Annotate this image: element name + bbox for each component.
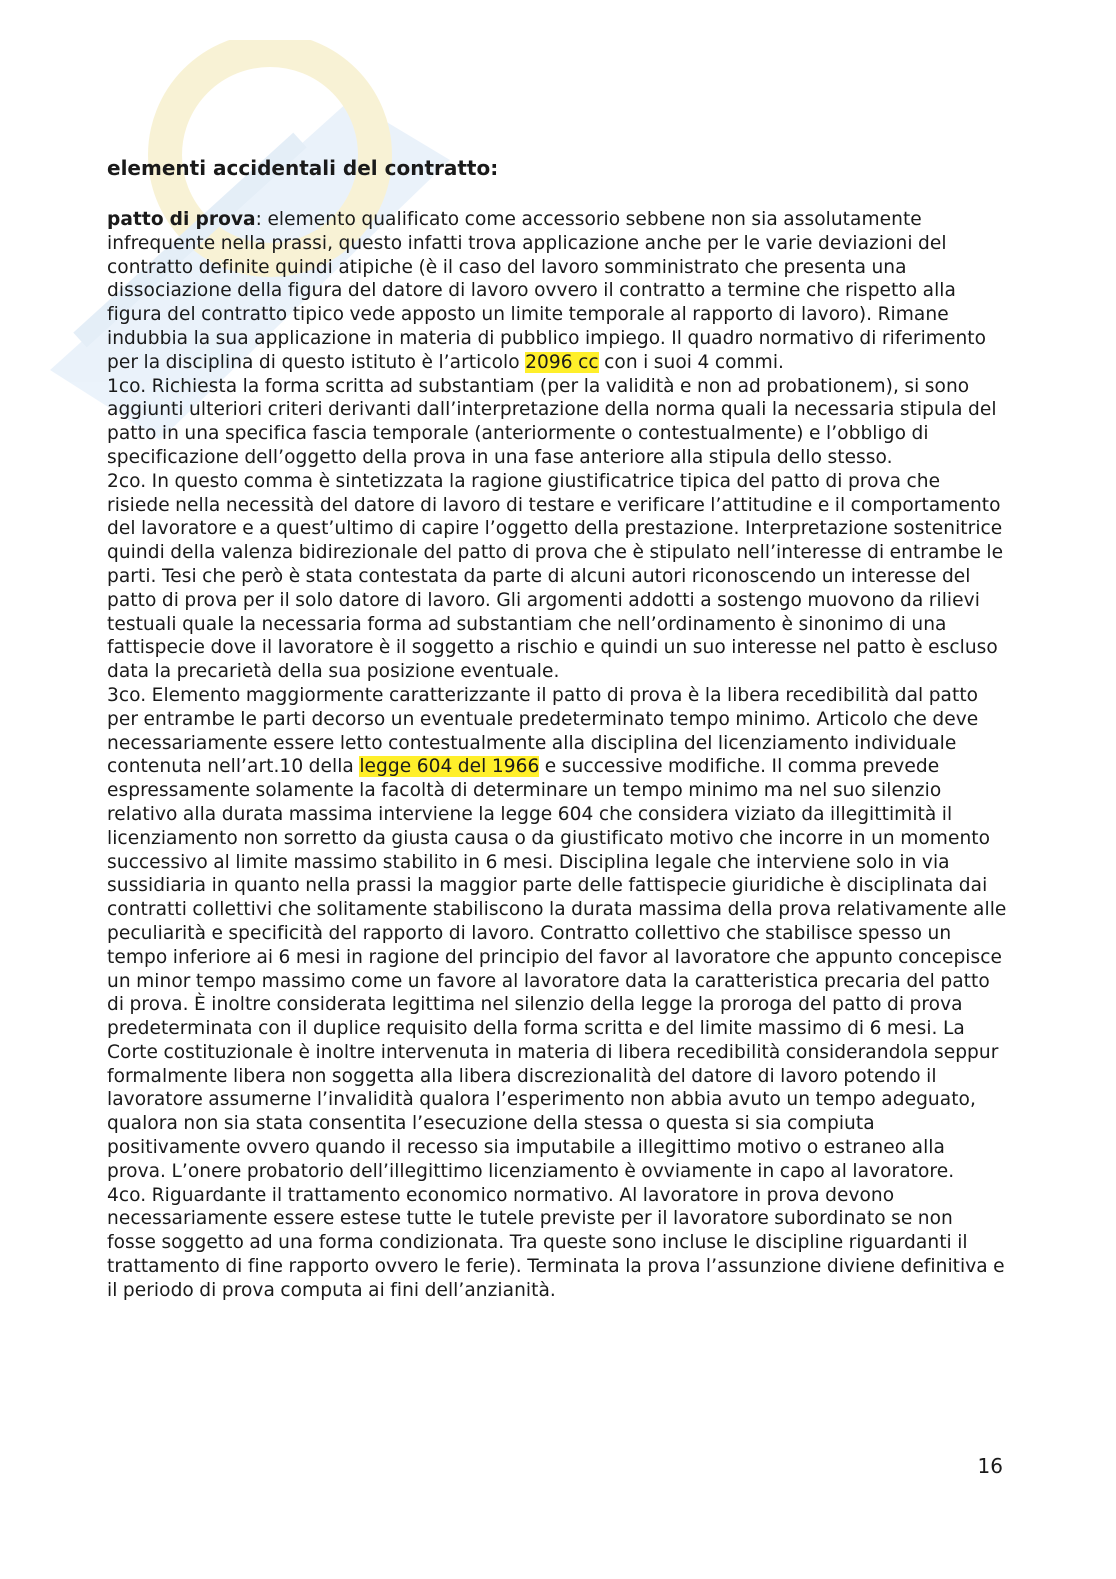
document-page [107,156,1007,1303]
paragraph-text: con i suoi 4 commi. [598,351,785,373]
paragraph-comma-4: 4co. Riguardante il trattamento economico normativo. Al lavoratore in prova devono necessariamente essere estese tutte le tutele previste per il lavoratore subordinato se non fosse soggetto ad una forma condizionata. Tra queste sono incluse le discipline riguardanti il trattamento di fine rapporto ovvero le ferie). Terminata la prova l’assunzione diviene definitiva e il periodo di prova computa ai fini dell’anzianità. [107,1184,1005,1301]
paragraph-comma-2: 2co. In questo comma è sintetizzata la ragione giustificatrice tipica del patto di prova che risiede nella necessità del datore di lavoro di testare e verificare l’attitudine e il comportamento del lavoratore e a quest’ultimo di capire l’oggetto della prestazione. Interpretazione sostenitrice quindi della valenza bidirezionale del patto di prova che è stipulato nell’interesse di entrambe le parti. Tesi che però è stata contestata da parte di alcuni autori riconoscendo un interesse del patto di prova per il solo datore di lavoro. Gli argomenti addotti a sostengo muovono da rilievi testuali quale la necessaria forma ad substantiam che nell’ordinamento è sinonimo di una fattispecie dove il lavoratore è il soggetto a rischio e quindi un suo interesse nel patto è escluso data la precarietà della sua posizione eventuale. [107,470,1004,683]
paragraph-text: e successive modifiche. Il comma prevede espressamente solamente la facoltà di determinare un tempo minimo ma nel suo silenzio relativo alla durata massima interviene la legge 604 che considera viziato da illegittimità il licenziamento non sorretto da giusta causa o da giustificato motivo che incorre in un momento successivo al limite massimo stabilito in 6 mesi. Disciplina legale che interviene solo in via sussidiaria in quanto nella prassi la maggior parte delle fattispecie giuridiche è disciplinata dai contratti collettivi che solitamente stabiliscono la durata massima della prova relativamente alle peculiarità e specificità del rapporto di lavoro. Contratto collettivo che stabilisce spesso un tempo inferiore ai 6 mesi in ragione del principio del favor al lavoratore che appunto concepisce un minor tempo massimo come un favore al lavoratore data la caratteristica precaria del patto di prova. È inoltre considerata legittima nel silenzio della legge la proroga del patto di prova predeterminata con il duplice requisito della forma scritta e del limite massimo di 6 mesi. La Corte costituzionale è inoltre intervenuta in materia di libera recedibilità considerandola seppur formalmente libera non soggetta alla libera discrezionalità del datore di lavoro potendo il lavoratore assumerne l’invalidità qualora l’esperimento non abbia avuto un tempo adeguato, qualora non sia stata consentita l’esecuzione della stessa o questa si sia compiuta positivamente ovvero quando il recesso sia imputabile a illegittimo motivo o estraneo alla prova. L’onere probatorio dell’illegittimo licenziamento è ovviamente in capo al lavoratore. [107,756,1007,1182]
paragraph-comma-3 [107,684,1007,1184]
paragraph-text: 3co. Elemento maggiormente caratterizzante il patto di prova è la libera recedibilità dal patto per entrambe le parti decorso un eventuale predeterminato tempo minimo. Articolo che deve necessariamente essere letto contestualmente alla disciplina del licenziamento individuale contenuta nell’art.10 della [107,684,979,778]
document-body [107,208,1007,1303]
section-heading: elementi accidentali del contratto: [107,156,499,180]
highlight-legge-604: legge 604 del 1966 [359,756,540,778]
term-patto-di-prova: patto di prova [107,209,256,230]
paragraph-comma-1: 1co. Richiesta la forma scritta ad substantiam (per la validità e non ad probationem), si sono aggiunti ulteriori criteri derivanti dall’interpretazione della norma quali la necessaria stipula del patto in una specifica fascia temporale (anteriormente o contestualmente) e l’obbligo di specificazione dell’oggetto della prova in una fase anteriore alla stipula dello stesso. [107,375,997,468]
highlight-2096-cc: 2096 cc [525,351,599,373]
page-number: 16 [977,1454,1003,1478]
paragraph-patto-di-prova [107,208,1007,375]
paragraph-text: : elemento qualificato come accessorio sebbene non sia assolutamente infrequente nella prassi, questo infatti trova applicazione anche per le varie deviazioni del contratto definite quindi atipiche (è il caso del lavoro somministrato che presenta una dissociazione della figura del datore di lavoro ovvero il contratto a termine che rispetto alla figura del contratto tipico vede apposto un limite temporale al rapporto di lavoro). Rimane indubbia la sua applicazione in materia di pubblico impiego. Il quadro normativo di riferimento per la disciplina di questo istituto è l’articolo [107,209,987,373]
